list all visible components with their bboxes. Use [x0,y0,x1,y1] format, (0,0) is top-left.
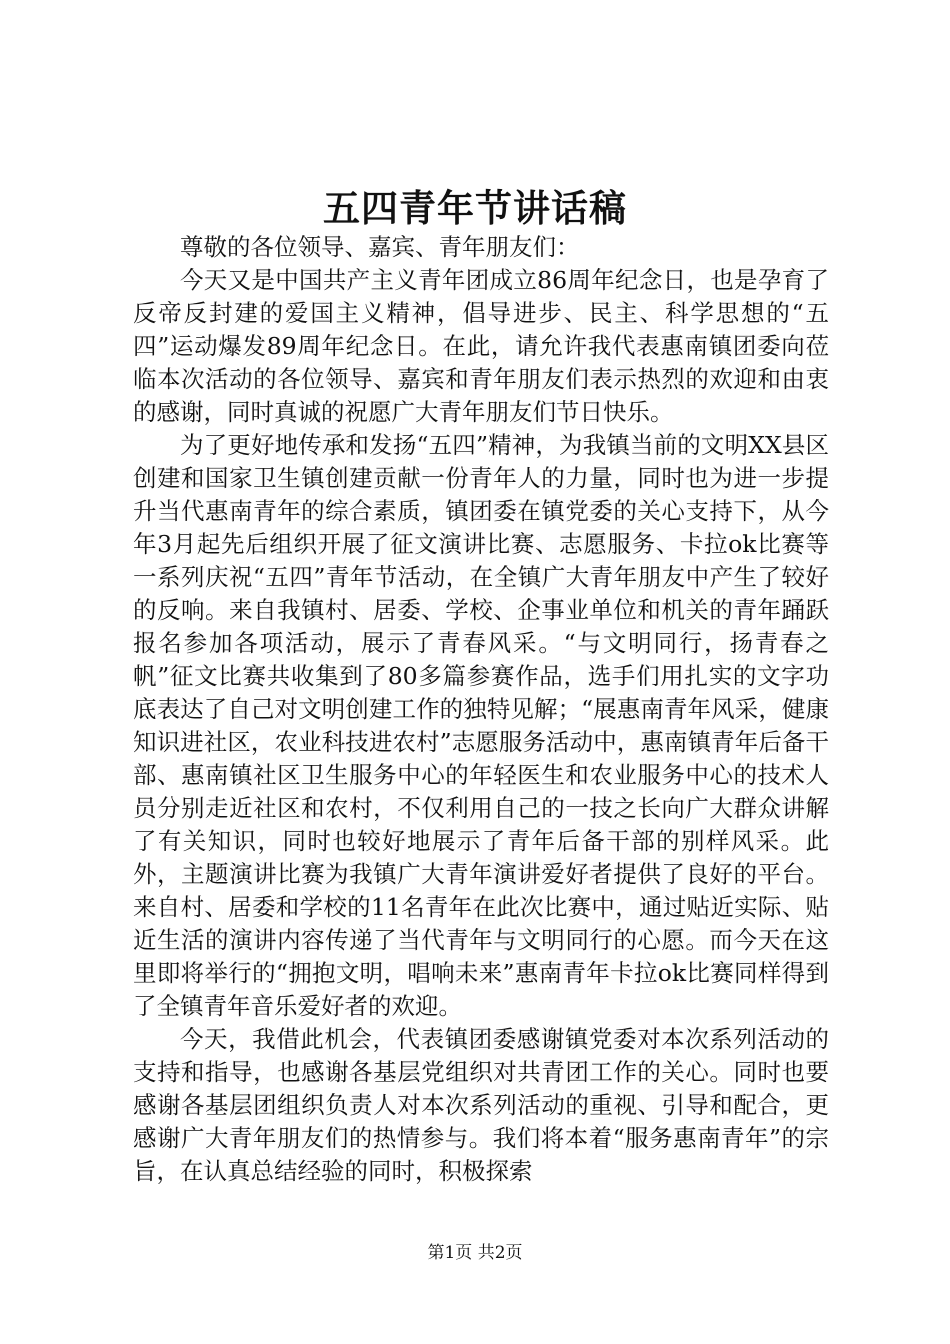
page-number-footer: 第1页 共2页 [427,1243,523,1263]
body-paragraph: 为了更好地传承和发扬“五四”精神，为我镇当前的文明XX县区创建和国家卫生镇创建贡献一份青年人的力量，同时也为进一步提升当代惠南青年的综合素质，镇团委在镇党委的关心支持下，从今年3月起先后组织开展了征文演讲比赛、志愿服务、卡拉ok比赛等一系列庆祝“五四”青年节活动，在全镇广大青年朋友中产生了较好的反响。来自我镇村、居委、学校、企事业单位和机关的青年踊跃报名参加各项活动，展示了青春风采。“与文明同行，扬青春之帆”征文比赛共收集到了80多篇参赛作品，选手们用扎实的文字功底表达了自己对文明创建工作的独特见解；“展惠南青年风采，健康知识进社区，农业科技进农村”志愿服务活动中，惠南镇青年后备干部、惠南镇社区卫生服务中心的年轻医生和农业服务中心的技术人员分别走近社区和农村，不仅利用自己的一技之长向广大群众讲解了有关知识，同时也较好地展示了青年后备干部的别样风采。此外，主题演讲比赛为我镇广大青年演讲爱好者提供了良好的平台。来自村、居委和学校的11名青年在此次比赛中，通过贴近实际、贴近生活的演讲内容传递了当代青年与文明同行的心愿。而今天在这里即将举行的“拥抱文明，唱响未来”惠南青年卡拉ok比赛同样得到了全镇青年音乐爱好者的欢迎。 [133,431,829,1020]
document-title: 五四青年节讲话稿 [323,186,627,230]
body-paragraph: 今天，我借此机会，代表镇团委感谢镇党委对本次系列活动的支持和指导，也感谢各基层党组织对共青团工作的关心。同时也要感谢各基层团组织负责人对本次系列活动的重视、引导和配合，更感谢广大青年朋友们的热情参与。我们将本着“服务惠南青年”的宗旨，在认真总结经验的同时，积极探索 [133,1025,829,1185]
body-paragraph: 今天又是中国共产主义青年团成立86周年纪念日，也是孕育了反帝反封建的爱国主义精神，倡导进步、民主、科学思想的“五四”运动爆发89周年纪念日。在此，请允许我代表惠南镇团委向莅临本次活动的各位领导、嘉宾和青年朋友们表示热烈的欢迎和由衷的感谢，同时真诚的祝愿广大青年朋友们节日快乐。 [133,266,829,426]
document-body [133,231,829,1188]
salutation-paragraph: 尊敬的各位领导、嘉宾、青年朋友们： [180,233,580,261]
